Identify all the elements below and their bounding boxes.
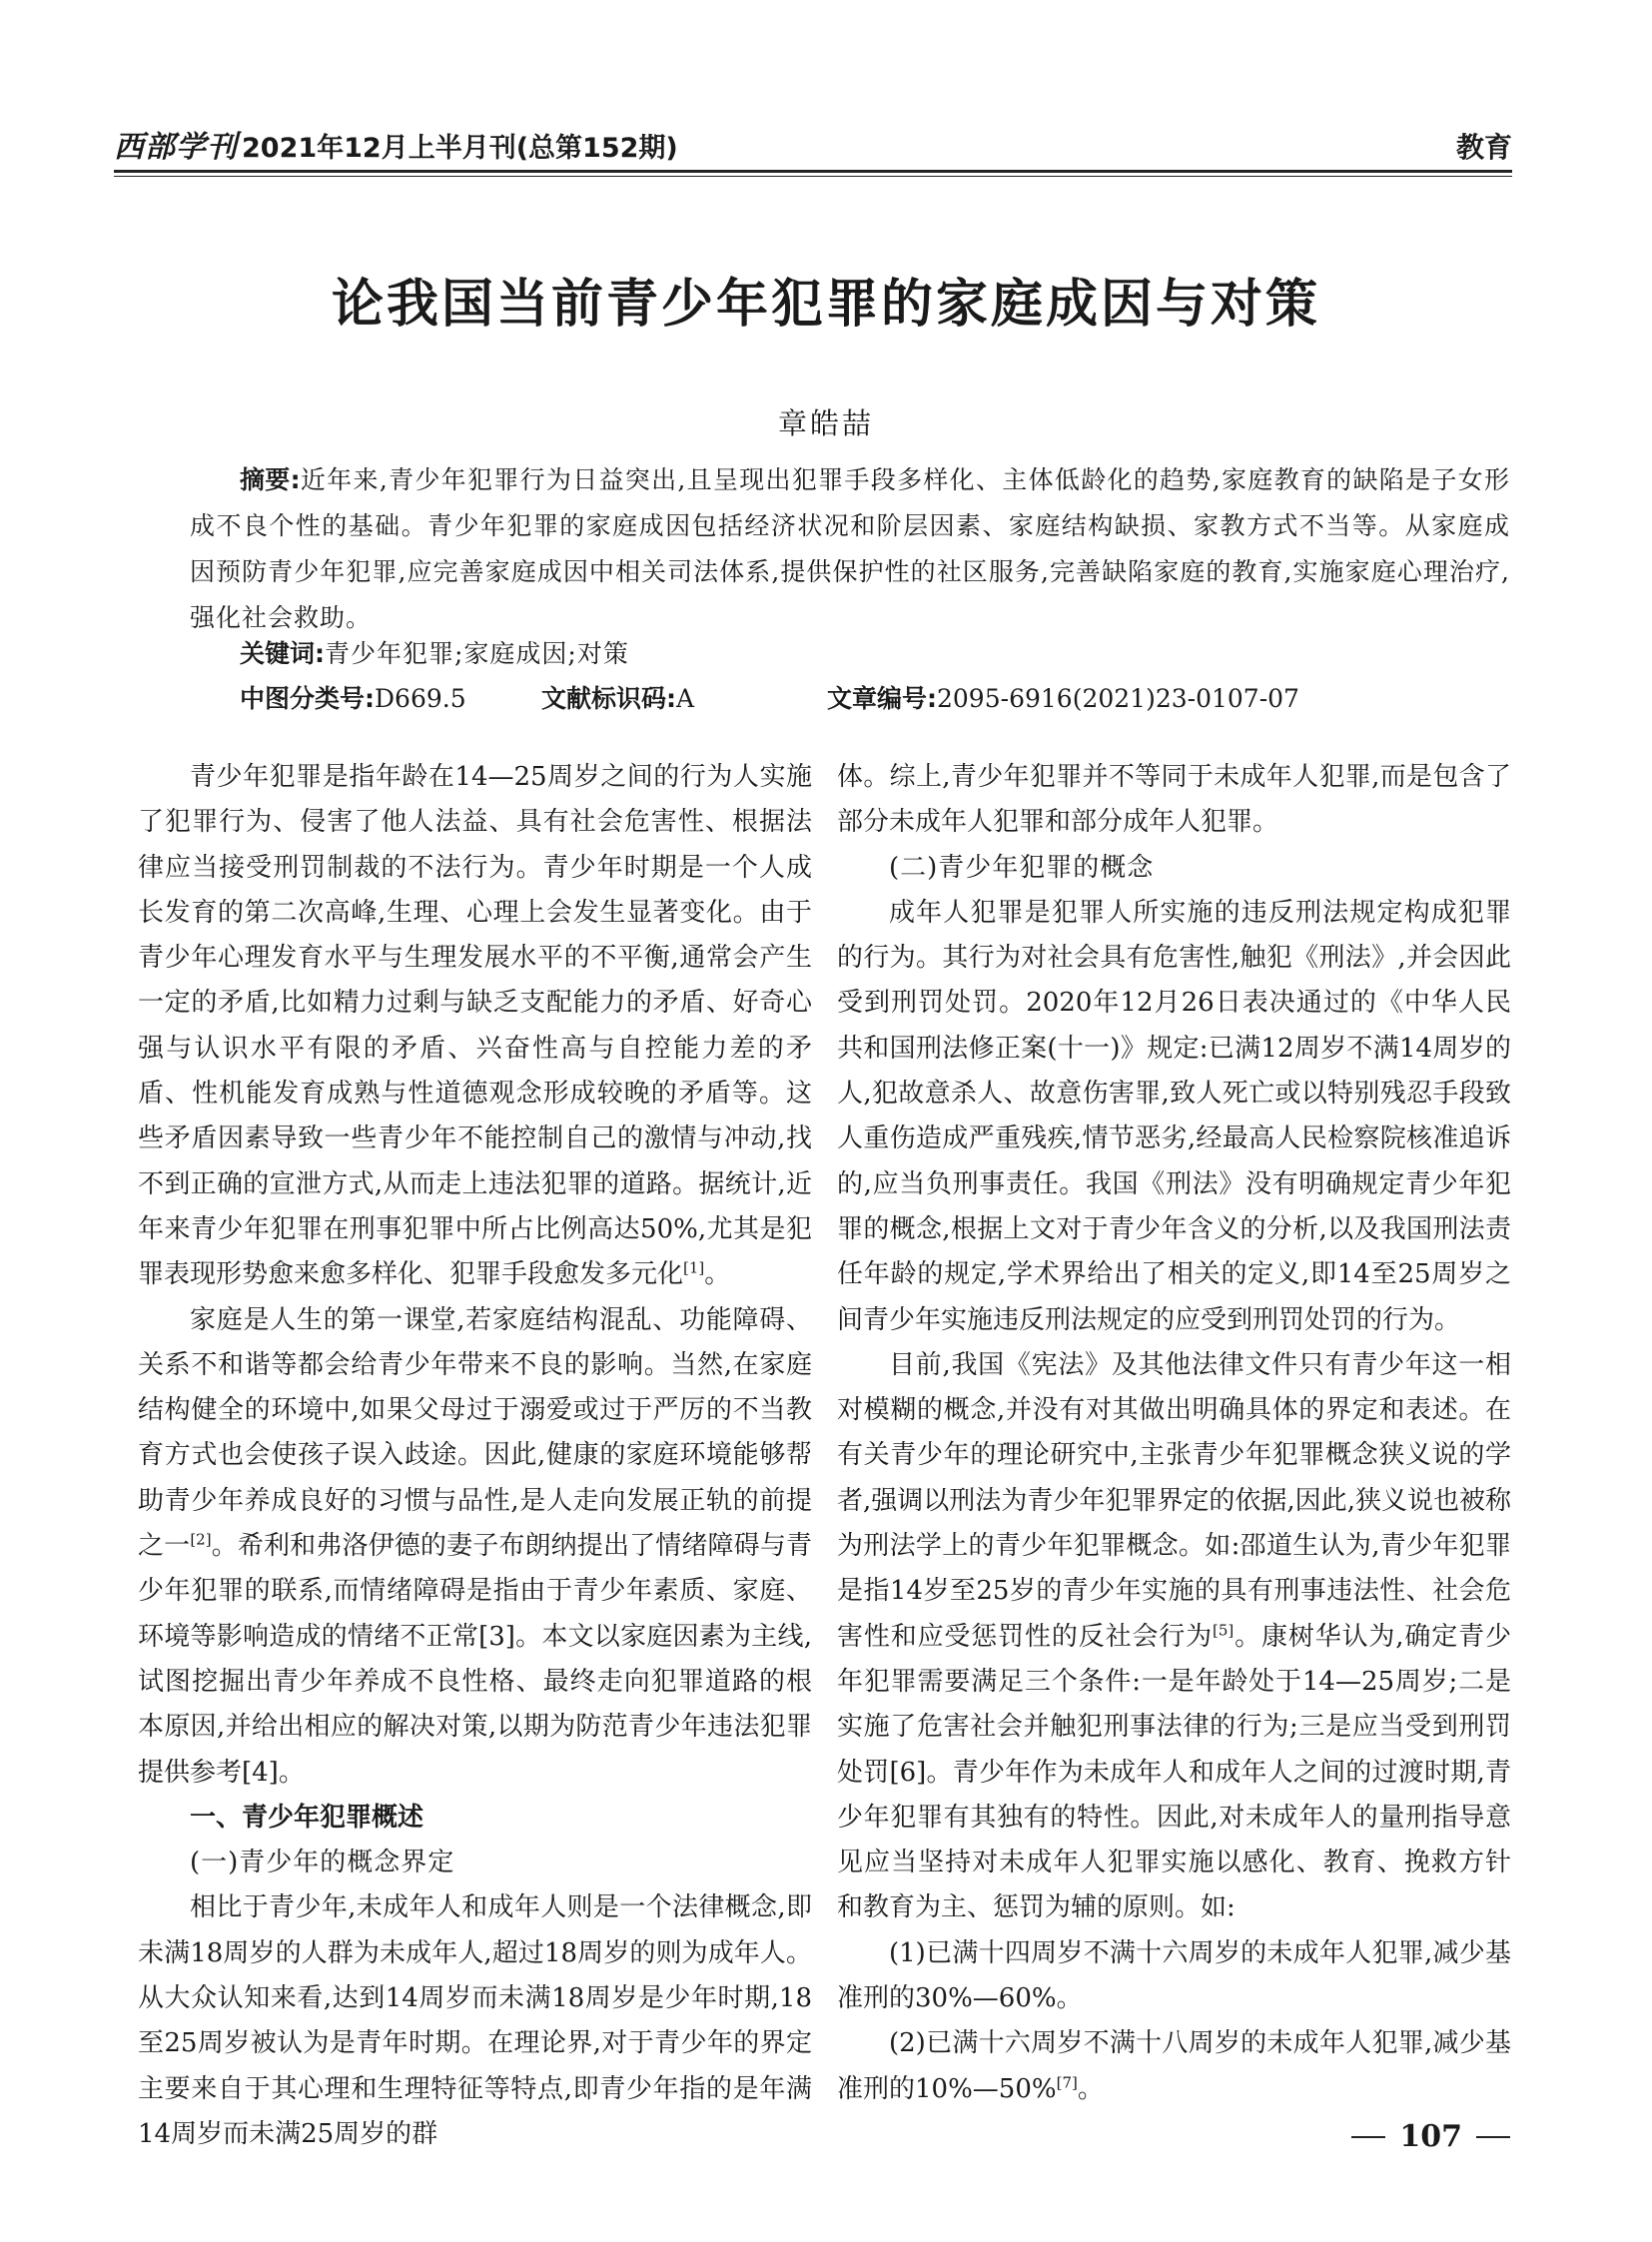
subsection-heading: (一)青少年的概念界定 bbox=[190, 1848, 455, 1878]
classification-row bbox=[240, 676, 1510, 722]
page-number-dash-right bbox=[1476, 2136, 1510, 2138]
issue-info: 2021年12月上半月刊(总第152期) bbox=[242, 133, 678, 164]
abstract bbox=[190, 457, 1510, 641]
running-header bbox=[114, 118, 1512, 166]
article-title: 论我国当前青少年犯罪的家庭成因与对策 bbox=[331, 275, 1320, 335]
document-code: 文献标识码:A bbox=[541, 684, 695, 713]
body-paragraph: 成年人犯罪是犯罪人所实施的违反刑法规定构成犯罪的行为。其行为对社会具有危害性,触犯《刑法》,并会因此受到刑罚处罚。2020年12月26日表决通过的《中华人民共和国刑法修正案(十一)》规定:已满12周岁不满14周岁的人,犯故意杀人、故意伤害罪,致人死亡或以特别残忍手段致人重伤造成严重残疾,情节恶劣,经最高人民检察院核准追诉的,应当负刑事责任。我国《刑法》没有明确规定青少年犯罪的概念,根据上文对于青少年含义的分析,以及我国刑法责任年龄的规定,学术界给出了相关的定义,即14至25周岁之间青少年实施违反刑法规定的应受到刑罚处罚的行为。 bbox=[837, 897, 1511, 1335]
author-name: 章皓喆 bbox=[777, 406, 874, 440]
body-paragraph: 目前,我国《宪法》及其他法律文件只有青少年这一相对模糊的概念,并没有对其做出明确具体的界定和表述。在有关青少年的理论研究中,主张青少年犯罪概念狭义说的学者,强调以刑法为青少年犯罪界定的依据,因此,狭义说也被称为刑法学上的青少年犯罪概念。如:邵道生认为,青少年犯罪是指14岁至25岁的青少年实施的具有刑事违法性、社会危害性和应受惩罚性的反社会行为[5]。康树华认为,确定青少年犯罪需要满足三个条件:一是年龄处于14—25周岁;二是实施了危害社会并触犯刑事法律的行为;三是应当受到刑罚处罚[6]。青少年作为未成年人和成年人之间的过渡时期,青少年犯罪有其独有的特性。因此,对未成年人的量刑指导意见应当坚持对未成年人犯罪实施以感化、教育、挽救方针和教育为主、惩罚为辅的原则。如: bbox=[837, 1349, 1511, 1923]
page-number-dash-left bbox=[1351, 2136, 1385, 2138]
body-paragraph: 家庭是人生的第一课堂,若家庭结构混乱、功能障碍、关系不和谐等都会给青少年带来不良的影响。当然,在家庭结构健全的环境中,如果父母过于溺爱或过于严厉的不当教育方式也会使孩子误入歧途。因此,健康的家庭环境能够帮助青少年养成良好的习惯与品性,是人走向发展正轨的前提之一[2]。希利和弗洛伊德的妻子布朗纳提出了情绪障碍与青少年犯罪的联系,而情绪障碍是指由于青少年素质、家庭、环境等影响造成的情绪不正常[3]。本文以家庭因素为主线,试图挖掘出青少年养成不良性格、最终走向犯罪道路的根本原因,并给出相应的解决对策,以期为防范青少年违法犯罪提供参考[4]。 bbox=[138, 1304, 812, 1788]
body-paragraph: (2)已满十六周岁不满十八周岁的未成年人犯罪,减少基准刑的10%—50%[7]。 bbox=[837, 2028, 1511, 2104]
citation-ref: [7] bbox=[1056, 2072, 1078, 2091]
article-number: 文章编号:2095-6916(2021)23-0107-07 bbox=[827, 684, 1299, 713]
right-column bbox=[837, 755, 1511, 2112]
body-paragraph: (1)已满十四周岁不满十六周岁的未成年人犯罪,减少基准刑的30%—60%。 bbox=[837, 1937, 1511, 2014]
section-heading: 一、青少年犯罪概述 bbox=[190, 1802, 424, 1833]
keywords-label: 关键词: bbox=[240, 639, 325, 668]
subsection-heading: (二)青少年犯罪的概念 bbox=[889, 852, 1155, 883]
citation-ref: [5] bbox=[1213, 1620, 1235, 1639]
masthead bbox=[114, 122, 678, 166]
page-number bbox=[1351, 2119, 1510, 2154]
clc-code: 中图分类号:D669.5 bbox=[240, 684, 466, 713]
keywords bbox=[190, 631, 1510, 677]
abstract-label: 摘要: bbox=[240, 465, 301, 494]
keywords-text: 青少年犯罪;家庭成因;对策 bbox=[325, 639, 629, 668]
body-paragraph: 相比于青少年,未成年人和成年人则是一个法律概念,即未满18周岁的人群为未成年人,超过18周岁的则为成年人。从大众认知来看,达到14周岁而未满18周岁是少年时期,18至25周岁被认为是青年时期。在理论界,对于青少年的界定主要来自于其心理和生理特征等特点,即青少年指的是年满14周岁而未满25周岁的群 bbox=[138, 1892, 812, 2149]
page-number-value: 107 bbox=[1399, 2119, 1462, 2154]
citation-ref: [2] bbox=[190, 1530, 212, 1549]
citation-ref: [1] bbox=[683, 1258, 705, 1277]
header-rule bbox=[114, 170, 1512, 177]
journal-logo: 西部学刊 bbox=[114, 130, 238, 165]
section-name: 教育 bbox=[1455, 131, 1512, 164]
body-paragraph: 青少年犯罪是指年龄在14—25周岁之间的行为人实施了犯罪行为、侵害了他人法益、具有社会危害性、根据法律应当接受刑罚制裁的不法行为。青少年时期是一个人成长发育的第二次高峰,生理、心理上会发生显著变化。由于青少年心理发育水平与生理发展水平的不平衡,通常会产生一定的矛盾,比如精力过剩与缺乏支配能力的矛盾、好奇心强与认识水平有限的矛盾、兴奋性高与自控能力差的矛盾、性机能发育成熟与性道德观念形成较晚的矛盾等。这些矛盾因素导致一些青少年不能控制自己的激情与冲动,找不到正确的宣泄方式,从而走上违法犯罪的道路。据统计,近年来青少年犯罪在刑事犯罪中所占比例高达50%,尤其是犯罪表现形势愈来愈多样化、犯罪手段愈发多元化[1]。 bbox=[138, 762, 812, 1290]
abstract-text: 近年来,青少年犯罪行为日益突出,且呈现出犯罪手段多样化、主体低龄化的趋势,家庭教育的缺陷是子女形成不良个性的基础。青少年犯罪的家庭成因包括经济状况和阶层因素、家庭结构缺损、家教方式不当等。从家庭成因预防青少年犯罪,应完善家庭成因中相关司法体系,提供保护性的社区服务,完善缺陷家庭的教育,实施家庭心理治疗,强化社会救助。 bbox=[190, 465, 1510, 632]
left-column bbox=[138, 755, 812, 2157]
body-paragraph: 体。综上,青少年犯罪并不等同于未成年人犯罪,而是包含了部分未成年人犯罪和部分成年人犯罪。 bbox=[837, 762, 1511, 838]
